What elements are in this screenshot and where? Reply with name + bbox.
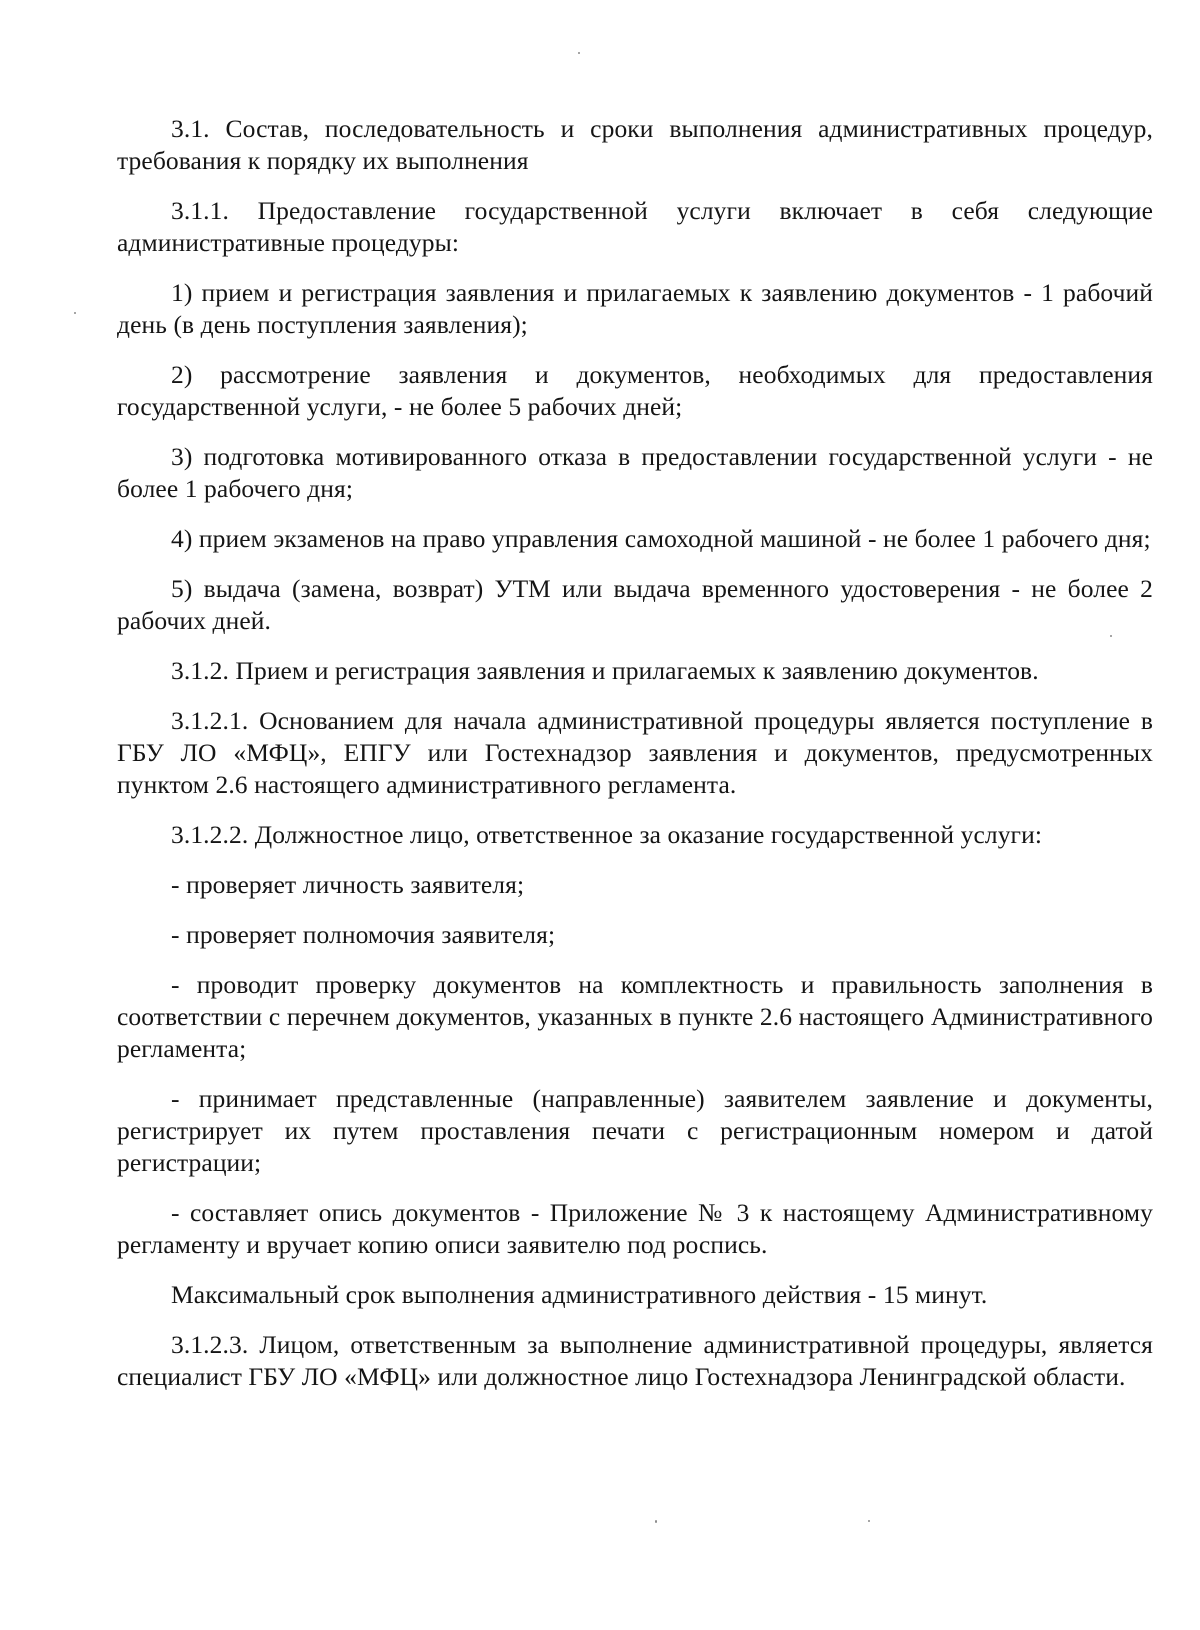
scan-speck (74, 312, 76, 314)
scan-speck (578, 52, 580, 54)
duty-item-inventory: - составляет опись документов - Приложение № 3 к настоящему Административному регламенту и вручает копию описи заявителю под роспись. (117, 1198, 1153, 1259)
duty-item-document-check: - проводит проверку документов на комплектность и правильность заполнения в соответствии с перечнем документов, указанных в пункте 2.6 настоящего Административного регламента; (117, 970, 1153, 1063)
duty-item-authority: - проверяет полномочия заявителя; (171, 920, 556, 949)
paragraph-3-1-2-1: 3.1.2.1. Основанием для начала административной процедуры является поступление в ГБУ ЛО «МФЦ», ЕПГУ или Гостехнадзор заявления и документов, предусмотренных пунктом 2.6 настоящего административного регламента. (117, 706, 1153, 799)
max-duration-note: Максимальный срок выполнения административного действия - 15 минут. (171, 1280, 988, 1309)
scan-speck (655, 1520, 657, 1523)
paragraph-3-1-2: 3.1.2. Прием и регистрация заявления и прилагаемых к заявлению документов. (171, 656, 1039, 685)
duty-item-registration: - принимает представленные (направленные) заявителем заявление и документы, регистрирует их путем проставления печати с регистрационным номером и датой регистрации; (117, 1084, 1153, 1177)
procedure-item-2: 2) рассмотрение заявления и документов, необходимых для предоставления государственной услуги, - не более 5 рабочих дней; (117, 360, 1153, 421)
procedure-item-5: 5) выдача (замена, возврат) УТМ или выдача временного удостоверения - не более 2 рабочих дней. (117, 574, 1153, 635)
paragraph-3-1-2-3: 3.1.2.3. Лицом, ответственным за выполнение административной процедуры, является специалист ГБУ ЛО «МФЦ» или должностное лицо Гостехнадзора Ленинградской области. (117, 1330, 1153, 1391)
procedure-item-4: 4) прием экзаменов на право управления самоходной машиной - не более 1 рабочего дня; (171, 524, 1151, 553)
paragraph-3-1-2-2: 3.1.2.2. Должностное лицо, ответственное за оказание государственной услуги: (171, 820, 1043, 849)
procedure-item-1: 1) прием и регистрация заявления и прилагаемых к заявлению документов - 1 рабочий день (в день поступления заявления); (117, 278, 1153, 339)
section-3-1-heading: 3.1. Состав, последовательность и сроки выполнения административных процедур, требования к порядку их выполнения (117, 114, 1153, 175)
duty-item-identity: - проверяет личность заявителя; (171, 870, 525, 899)
paragraph-3-1-1: 3.1.1. Предоставление государственной услуги включает в себя следующие административные процедуры: (117, 196, 1153, 257)
scan-speck (868, 1520, 870, 1522)
procedure-item-3: 3) подготовка мотивированного отказа в предоставлении государственной услуги - не более 1 рабочего дня; (117, 442, 1153, 503)
document-body (117, 113, 1153, 1393)
